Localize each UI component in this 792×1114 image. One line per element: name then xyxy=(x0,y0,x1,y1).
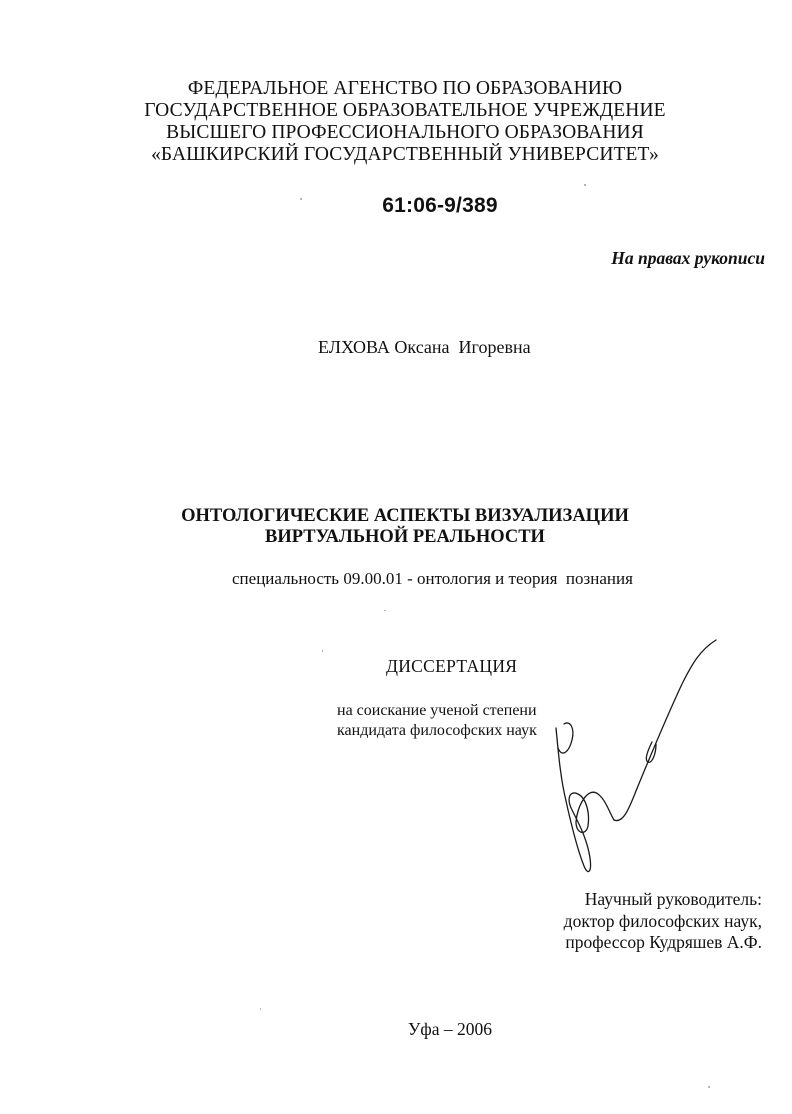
scientific-advisor xyxy=(564,889,762,954)
scan-speck xyxy=(322,650,323,652)
specialty-line: специальность 09.00.01 - онтология и теория познания xyxy=(232,569,633,588)
manuscript-note: На правах рукописи xyxy=(611,248,765,268)
scan-speck xyxy=(384,610,386,611)
signature-stroke-hook xyxy=(558,723,573,753)
advisor-line-name: профессор Кудряшев А.Ф. xyxy=(565,932,762,952)
title-line-1: ОНТОЛОГИЧЕСКИЕ АСПЕКТЫ ВИЗУАЛИЗАЦИИ xyxy=(181,506,629,526)
header-line-education-level: ВЫСШЕГО ПРОФЕССИОНАЛЬНОГО ОБРАЗОВАНИЯ xyxy=(166,122,644,143)
degree-line-1: на соискание ученой степени xyxy=(337,702,537,719)
header-line-university: «БАШКИРСКИЙ ГОСУДАРСТВЕННЫЙ УНИВЕРСИТЕТ» xyxy=(151,144,659,165)
advisor-line-role: Научный руководитель: xyxy=(584,889,762,909)
title-line-2: ВИРТУАЛЬНОЙ РЕАЛЬНОСТИ xyxy=(265,527,545,547)
author-name: ЕЛХОВА Оксана Игоревна xyxy=(318,337,531,357)
header-line-agency: ФЕДЕРАЛЬНОЕ АГЕНСТВО ПО ОБРАЗОВАНИЮ xyxy=(187,78,623,99)
degree-line-2: кандидата философских наук xyxy=(337,722,537,739)
header-line-institution-type: ГОСУДАРСТВЕННОЕ ОБРАЗОВАТЕЛЬНОЕ УЧРЕЖДЕНИЕ xyxy=(144,100,666,121)
degree-statement xyxy=(337,701,537,741)
scan-speck xyxy=(584,184,586,186)
institution-header xyxy=(120,78,690,166)
dissertation-title xyxy=(130,506,680,548)
document-type: ДИССЕРТАЦИЯ xyxy=(386,656,518,676)
catalog-number: 61:06-9/389 xyxy=(382,194,498,217)
place-and-year: Уфа – 2006 xyxy=(408,1019,492,1039)
scan-speck xyxy=(708,1086,710,1088)
signature-stroke-main xyxy=(556,728,614,872)
advisor-line-degree: доктор философских наук, xyxy=(563,910,762,931)
signature-stroke-sweep xyxy=(614,640,716,821)
scan-speck xyxy=(260,1008,261,1010)
scan-speck xyxy=(300,198,302,200)
handwritten-signature xyxy=(548,636,728,886)
